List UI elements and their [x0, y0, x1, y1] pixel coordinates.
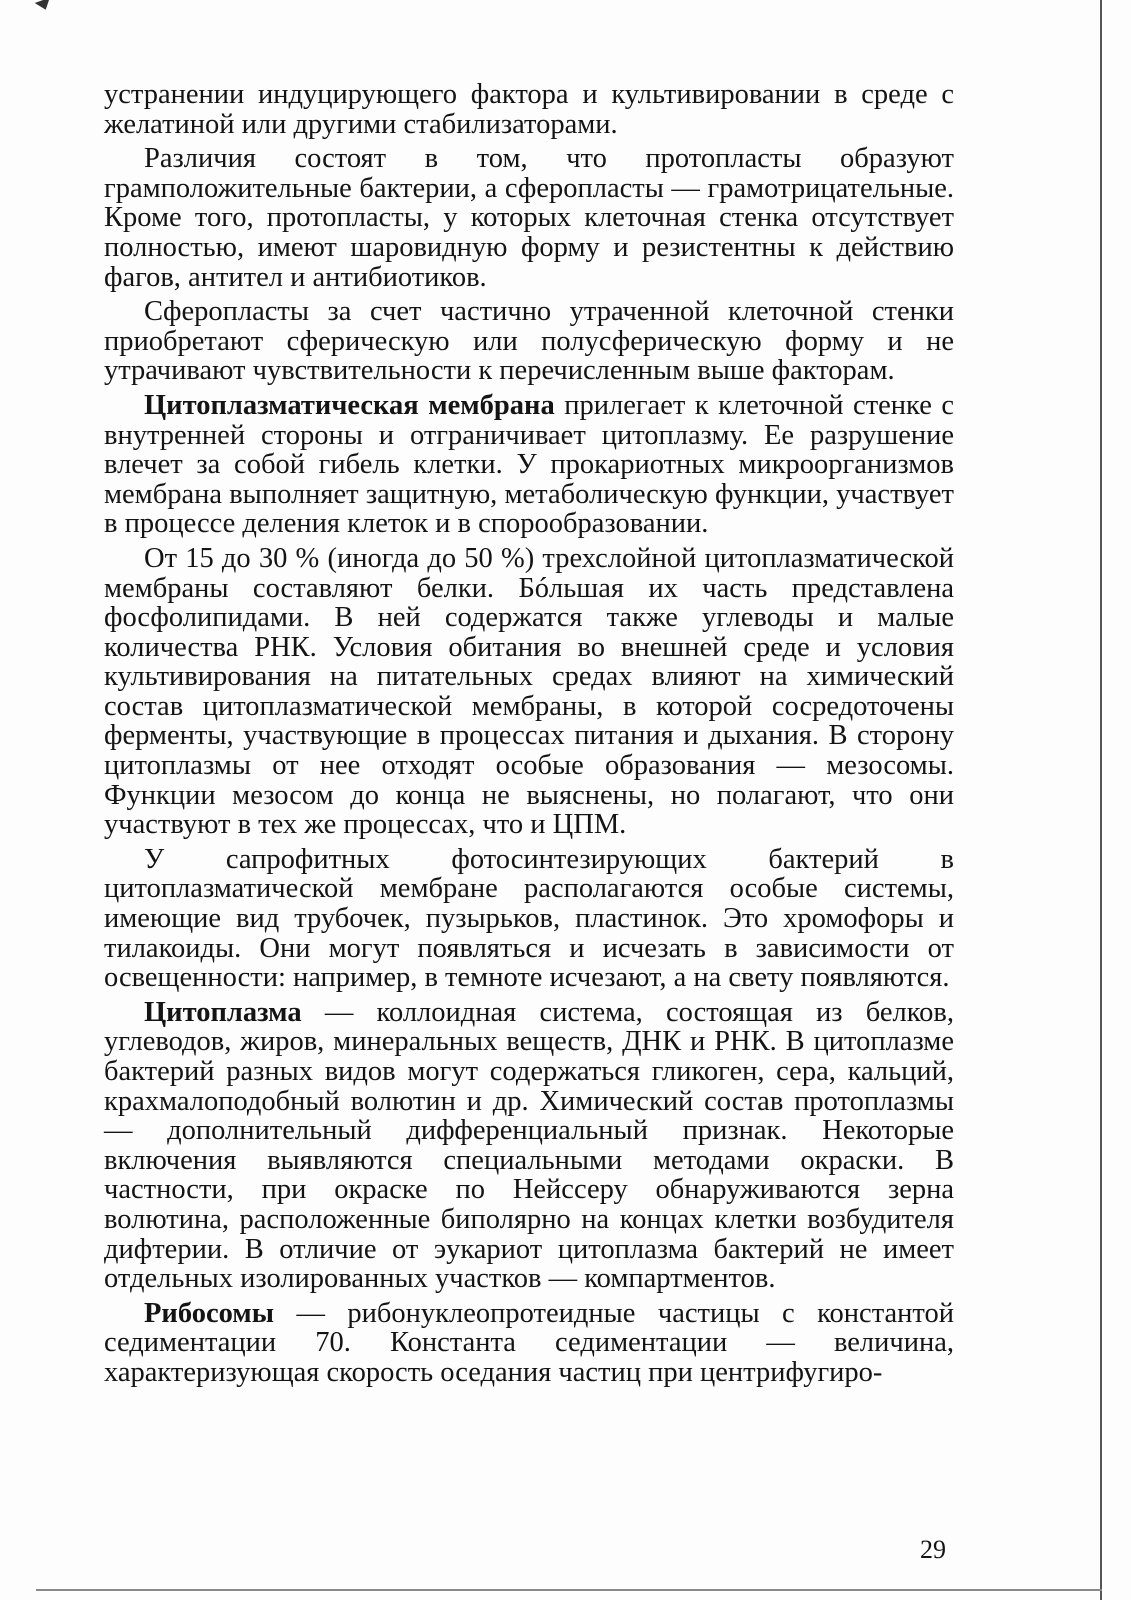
paragraph-text: Сферопласты за счет частично утраченной клеточной стенки приобретают сферическую или полусферическую форму и не утрачивают чувствительности к перечисленным выше факторам. — [104, 296, 954, 387]
term-ribosomes: Рибосомы — [144, 1297, 274, 1329]
paragraph-text: — рибонуклеопротеидные частицы с константой седиментации 70. Константа седиментации — величина, характеризующая скорость оседания частиц при центрифугиро- — [104, 1297, 954, 1388]
term-cytoplasm: Цитоплазма — [144, 996, 302, 1028]
paragraph-4 — [104, 391, 954, 539]
paragraph-3 — [104, 297, 954, 386]
term-cytoplasmic-membrane: Цитоплазматическая мембрана — [144, 389, 555, 421]
paragraph-8 — [104, 1299, 954, 1388]
paragraph-text: прилегает к клеточной стенке с внутренней стороны и отграничивает цитоплазму. Ее разрушение влечет за собой гибель клетки. У прокариотных микроорганизмов мембрана выполняет защитную, метаболическую функции, участвует в процессе деления клеток и в спорообразовании. — [104, 389, 954, 540]
paragraph-6 — [104, 845, 954, 993]
paragraph-text: У сапрофитных фотосинтезирующих бактерий в цитоплазматической мембране располагаются особые системы, имеющие вид трубочек, пузырьков, пластинок. Это хромофоры и тилакоиды. Они могут появляться и исчезать в зависимости от освещенности: например, в темноте исчезают, а на свету появляются. — [104, 843, 954, 994]
paragraph-2 — [104, 144, 954, 292]
page-bottom-edge — [36, 1589, 1102, 1591]
paragraph-5 — [104, 544, 954, 840]
paragraph-text: — коллоидная система, состоящая из белков, углеводов, жиров, минеральных веществ, ДНК и РНК. В цитоплазме бактерий разных видов могут содержаться гликоген, сера, кальций, крахмалоподобный волютин и др. Химический состав протоплазмы — дополнительный дифференциальный признак. Некоторые включения выявляются специальными методами окраски. В частности, при окраске по Нейссеру обнаруживаются зерна волютина, расположенные биполярно на концах клетки возбудителя дифтерии. В отличие от эукариот цитоплазма бактерий не имеет отдельных изолированных участков — компартментов. — [104, 996, 954, 1295]
paragraph-text: От 15 до 30 % (иногда до 50 %) трехслойной цитоплазматической мембраны составляют белки. Бóльшая их часть представлена фосфолипидами. В ней содержатся также углеводы и малые количества РНК. Условия обитания во внешней среде и условия культивирования на питательных средах влияют на химический состав цитоплазматической мембраны, в которой сосредоточены ферменты, участвующие в процессах питания и дыхания. В сторону цитоплазмы от нее отходят особые образования — мезосомы. Функции мезосом до конца не выяснены, но полагают, что они участвуют в тех же процессах, что и ЦПМ. — [104, 542, 954, 841]
text-body — [104, 80, 954, 1388]
page-right-edge — [1100, 0, 1102, 1600]
page-number: 29 — [920, 1535, 946, 1564]
paragraph-text: Различия состоят в том, что протопласты образуют грамположительные бактерии, а сферопласты — грамотрицательные. Кроме того, протопласты, у которых клеточная стенка отсутствует полностью, имеют шаровидную форму и резистентны к действию фагов, антител и антибиотиков. — [104, 143, 954, 293]
paragraph-text: устранении индуцирующего фактора и культивировании в среде с желатиной или другими стабилизаторами. — [104, 79, 954, 140]
paragraph-7 — [104, 998, 954, 1294]
paragraph-1 — [104, 80, 954, 139]
corner-mark — [35, 0, 53, 12]
